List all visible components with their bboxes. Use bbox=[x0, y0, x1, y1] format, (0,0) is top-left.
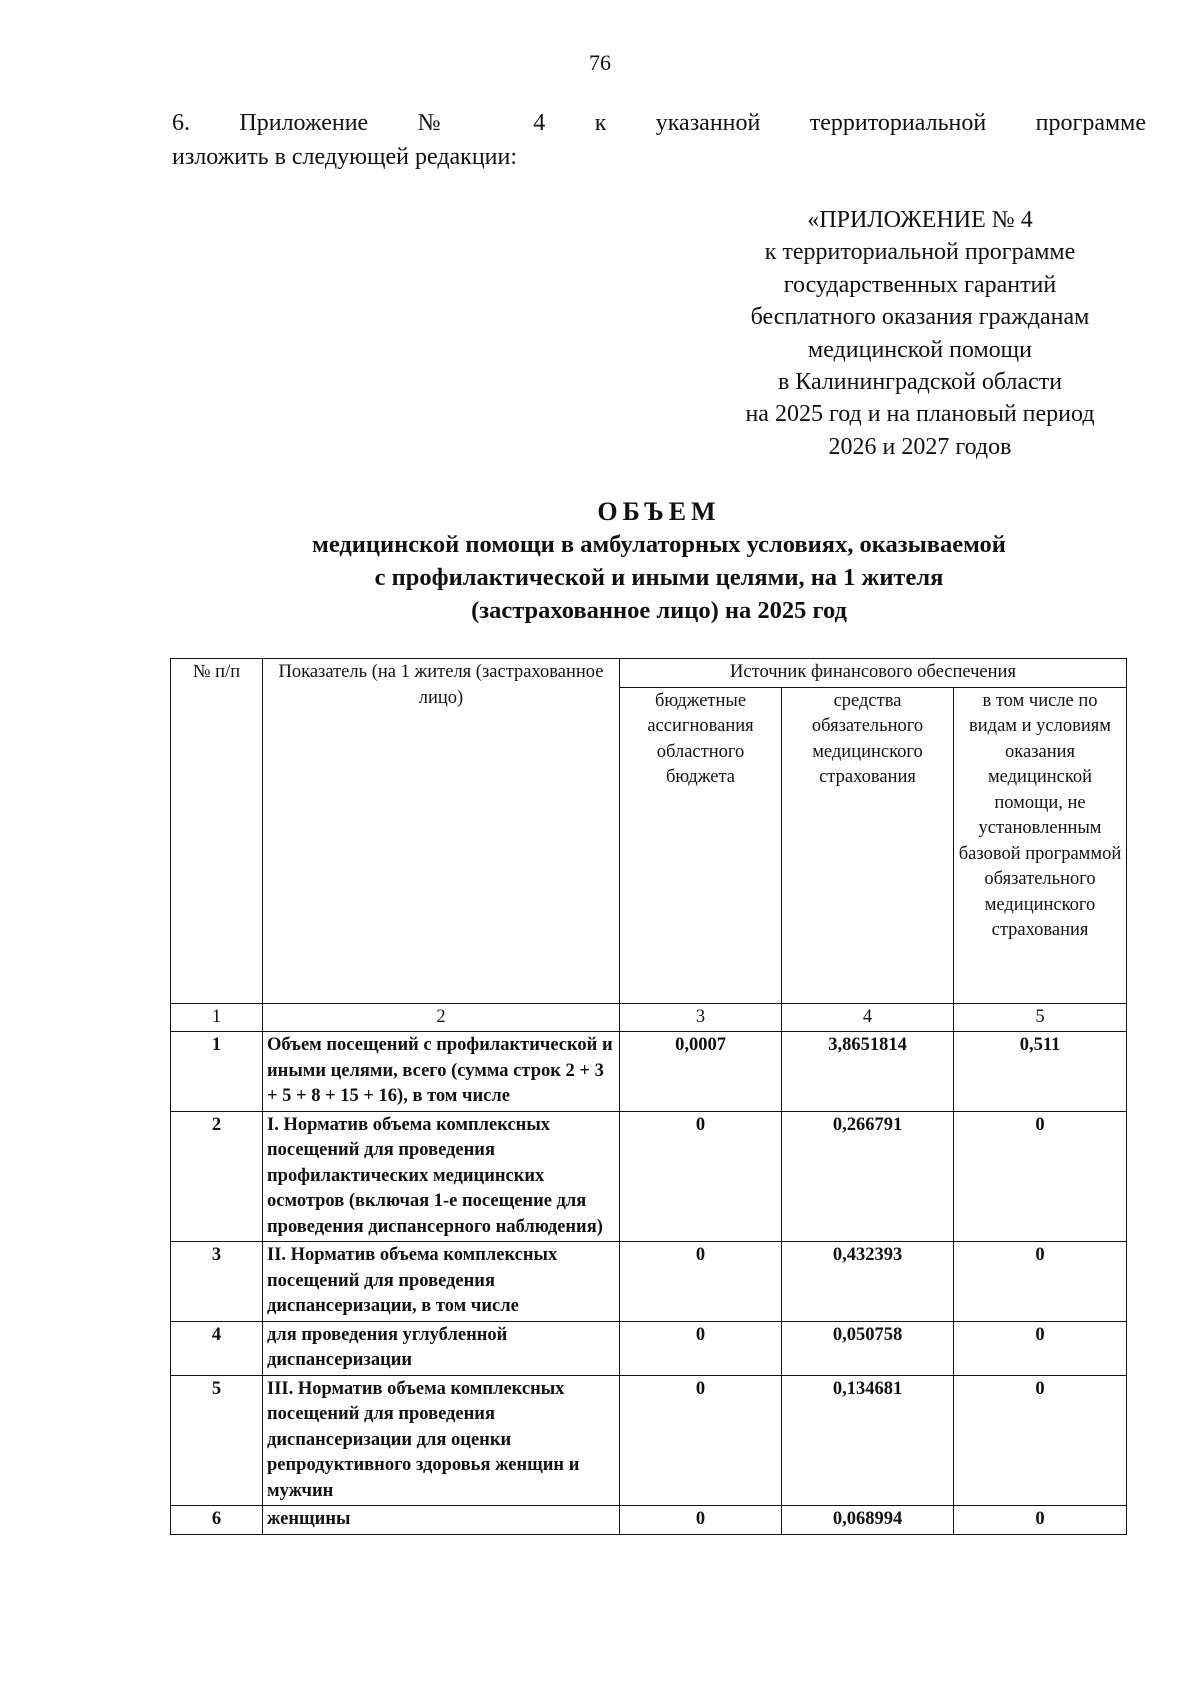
row-num: 2 bbox=[171, 1111, 263, 1242]
table-row bbox=[171, 1321, 1127, 1375]
row-num: 4 bbox=[171, 1321, 263, 1375]
appendix-line: государственных гарантий bbox=[783, 271, 1057, 298]
row-extra: 0,511 bbox=[954, 1032, 1127, 1112]
document-title bbox=[172, 495, 1146, 627]
title-line: медицинской помощи в амбулаторных условиях, оказываемой bbox=[312, 531, 1006, 558]
col-number: 3 bbox=[620, 1003, 782, 1032]
appendix-line: к территориальной программе bbox=[764, 239, 1076, 266]
appendix-line: 2026 и 2027 годов bbox=[828, 433, 1012, 460]
row-extra: 0 bbox=[954, 1506, 1127, 1535]
row-budget: 0,0007 bbox=[620, 1032, 782, 1112]
intro-paragraph bbox=[172, 106, 1146, 174]
row-indicator: III. Норматив объема комплексных посещений для проведения диспансеризации для оценки репродуктивного здоровья женщин и мужчин bbox=[263, 1375, 620, 1506]
row-oms: 0,068994 bbox=[782, 1506, 954, 1535]
intro-line-2: изложить в следующей редакции: bbox=[172, 144, 518, 170]
appendix-line: медицинской помощи bbox=[808, 336, 1032, 363]
title-line: (застрахованное лицо) на 2025 год bbox=[471, 597, 847, 624]
header-indicator: Показатель (на 1 жителя (застрахованное лицо) bbox=[263, 659, 620, 1004]
row-num: 5 bbox=[171, 1375, 263, 1506]
row-oms: 0,134681 bbox=[782, 1375, 954, 1506]
row-budget: 0 bbox=[620, 1242, 782, 1322]
row-budget: 0 bbox=[620, 1321, 782, 1375]
table-header-row bbox=[171, 659, 1127, 688]
table-row bbox=[171, 1375, 1127, 1506]
table-row bbox=[171, 1506, 1127, 1535]
row-num: 1 bbox=[171, 1032, 263, 1112]
intro-line-1: 6. Приложение № 4 к указанной территориальной программе bbox=[172, 110, 1146, 136]
row-budget: 0 bbox=[620, 1111, 782, 1242]
appendix-line: на 2025 год и на плановый период bbox=[745, 401, 1095, 428]
header-budget: бюджетные ассигнования областного бюджета bbox=[620, 687, 782, 1003]
column-number-row bbox=[171, 1003, 1127, 1032]
row-num: 3 bbox=[171, 1242, 263, 1322]
row-extra: 0 bbox=[954, 1242, 1127, 1322]
col-number: 2 bbox=[263, 1003, 620, 1032]
row-indicator: II. Норматив объема комплексных посещений для проведения диспансеризации, в том числе bbox=[263, 1242, 620, 1322]
title-line: с профилактической и иными целями, на 1 жителя bbox=[374, 564, 944, 591]
appendix-line: «ПРИЛОЖЕНИЕ № 4 bbox=[807, 207, 1033, 233]
appendix-heading bbox=[700, 204, 1140, 463]
row-indicator: I. Норматив объема комплексных посещений для проведения профилактических медицинских осмотров (включая 1-е посещение для проведения диспансерного наблюдения) bbox=[263, 1111, 620, 1242]
row-indicator: для проведения углубленной диспансеризации bbox=[263, 1321, 620, 1375]
row-extra: 0 bbox=[954, 1375, 1127, 1506]
title-heading: ОБЪЕМ bbox=[597, 497, 721, 526]
header-oms: средства обязательного медицинского страхования bbox=[782, 687, 954, 1003]
row-indicator: женщины bbox=[263, 1506, 620, 1535]
col-number: 1 bbox=[171, 1003, 263, 1032]
row-budget: 0 bbox=[620, 1375, 782, 1506]
volume-table bbox=[170, 658, 1127, 1535]
row-oms: 0,266791 bbox=[782, 1111, 954, 1242]
page-number: 76 bbox=[589, 50, 611, 75]
col-number: 5 bbox=[954, 1003, 1127, 1032]
header-extra: в том числе по видам и условиям оказания медицинской помощи, не установленным базовой программой обязательного медицинского страхования bbox=[954, 687, 1127, 1003]
table-row bbox=[171, 1032, 1127, 1112]
appendix-line: бесплатного оказания гражданам bbox=[750, 304, 1090, 331]
col-number: 4 bbox=[782, 1003, 954, 1032]
row-extra: 0 bbox=[954, 1111, 1127, 1242]
row-oms: 0,432393 bbox=[782, 1242, 954, 1322]
appendix-line: в Калининградской области bbox=[777, 369, 1063, 396]
row-oms: 3,8651814 bbox=[782, 1032, 954, 1112]
table-row bbox=[171, 1242, 1127, 1322]
header-num: № п/п bbox=[171, 659, 263, 1004]
row-extra: 0 bbox=[954, 1321, 1127, 1375]
row-budget: 0 bbox=[620, 1506, 782, 1535]
row-indicator: Объем посещений с профилактической и иными целями, всего (сумма строк 2 + 3 + 5 + 8 + 15 + 16), в том числе bbox=[263, 1032, 620, 1112]
row-num: 6 bbox=[171, 1506, 263, 1535]
header-source: Источник финансового обеспечения bbox=[620, 659, 1127, 688]
row-oms: 0,050758 bbox=[782, 1321, 954, 1375]
table-row bbox=[171, 1111, 1127, 1242]
